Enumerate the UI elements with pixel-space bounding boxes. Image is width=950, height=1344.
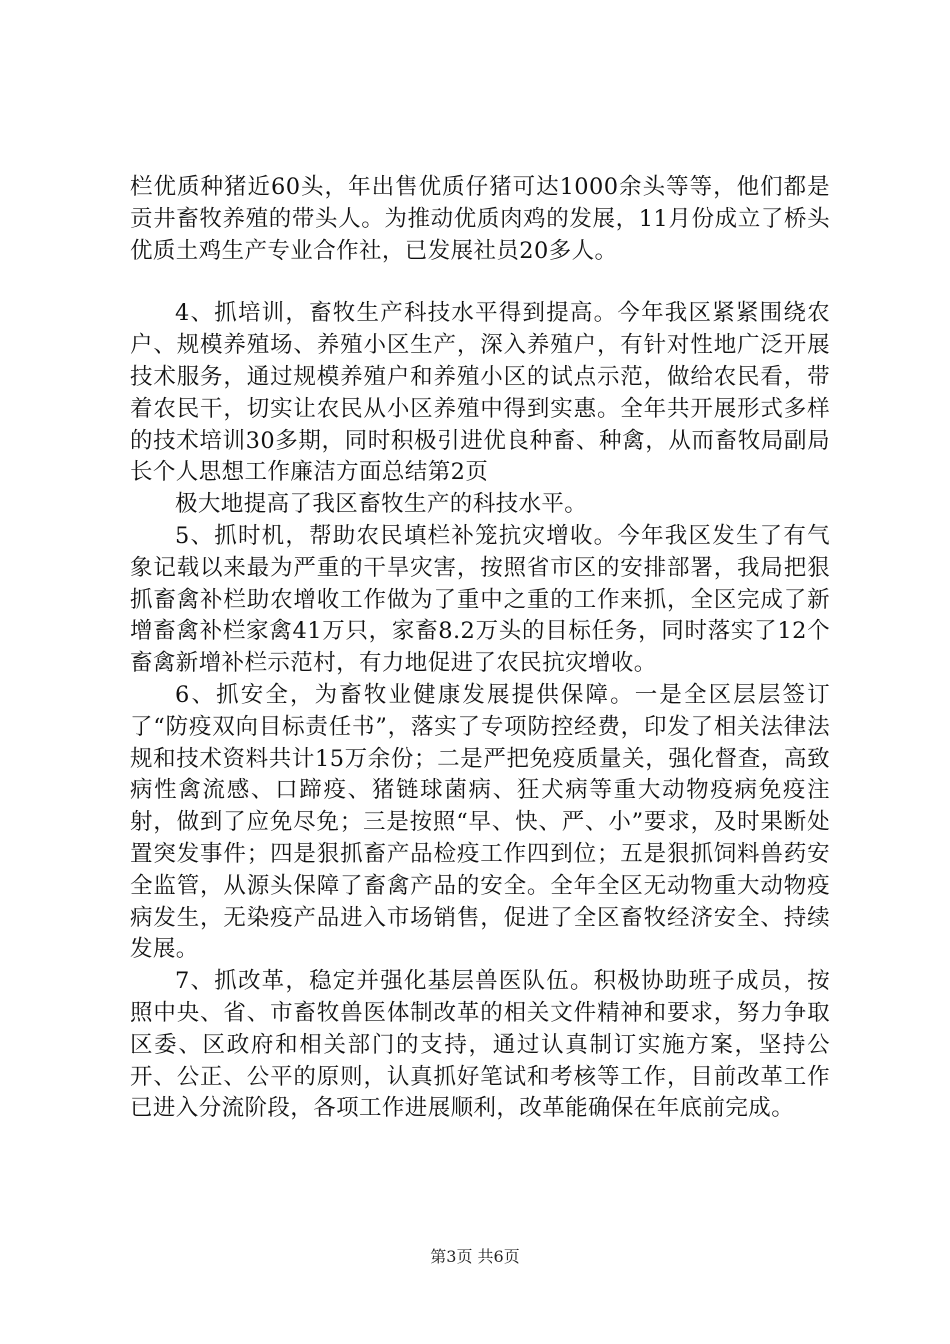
paragraph-4: 5、抓时机，帮助农民填栏补笼抗灾增收。今年我区发生了有气象记载以来最为严重的干旱灾害，按照省市区的安排部署，我局把狠抓畜禽补栏助农增收工作做为了重中之重的工作来抓，全区完成了新增畜禽补栏家禽41万只，家畜8.2万头的目标任务，同时落实了12个畜禽新增补栏示范村，有力地促进了农民抗灾增收。	[130, 522, 830, 677]
paragraph-1: 栏优质种猪近60头，年出售优质仔猪可达1000余头等等，他们都是贡井畜牧养殖的带头人。为推动优质肉鸡的发展，11月份成立了桥头优质土鸡生产专业合作社，已发展社员20多人。	[130, 174, 830, 264]
document-body	[130, 172, 830, 1125]
page-footer: 第3页 共6页	[430, 1247, 520, 1266]
paragraph-5: 6、抓安全，为畜牧业健康发展提供保障。一是全区层层签订了“防疫双向目标责任书”，落实了专项防控经费，印发了相关法律法规和技术资料共计15万余份；二是严把免疫质量关，强化督查，高致病性禽流感、口蹄疫、猪链球菌病、狂犬病等重大动物疫病免疫注射，做到了应免尽免；三是按照“早、快、严、小”要求，及时果断处置突发事件；四是狠抓畜产品检疫工作四到位；五是狠抓饲料兽药安全监管，从源头保障了畜禽产品的安全。全年全区无动物重大动物疫病发生，无染疫产品进入市场销售，促进了全区畜牧经济安全、持续发展。	[130, 681, 830, 963]
paragraph-6: 7、抓改革，稳定并强化基层兽医队伍。积极协助班子成员，按照中央、省、市畜牧兽医体制改革的相关文件精神和要求，努力争取区委、区政府和相关部门的支持，通过认真制订实施方案，坚持公开、公正、公平的原则，认真抓好笔试和考核等工作，目前改革工作已进入分流阶段，各项工作进展顺利，改革能确保在年底前完成。	[130, 968, 830, 1122]
paragraph-2: 4、抓培训，畜牧生产科技水平得到提高。今年我区紧紧围绕农户、规模养殖场、养殖小区生产，深入养殖户，有针对性地广泛开展技术服务，通过规模养殖户和养殖小区的试点示范，做给农民看，带着农民干，切实让农民从小区养殖中得到实惠。全年共开展形式多样的技术培训30多期，同时积极引进优良种畜、种禽，从而畜牧局副局长个人思想工作廉洁方面总结第2页	[130, 300, 830, 486]
paragraph-3: 极大地提高了我区畜牧生产的科技水平。	[175, 491, 588, 518]
